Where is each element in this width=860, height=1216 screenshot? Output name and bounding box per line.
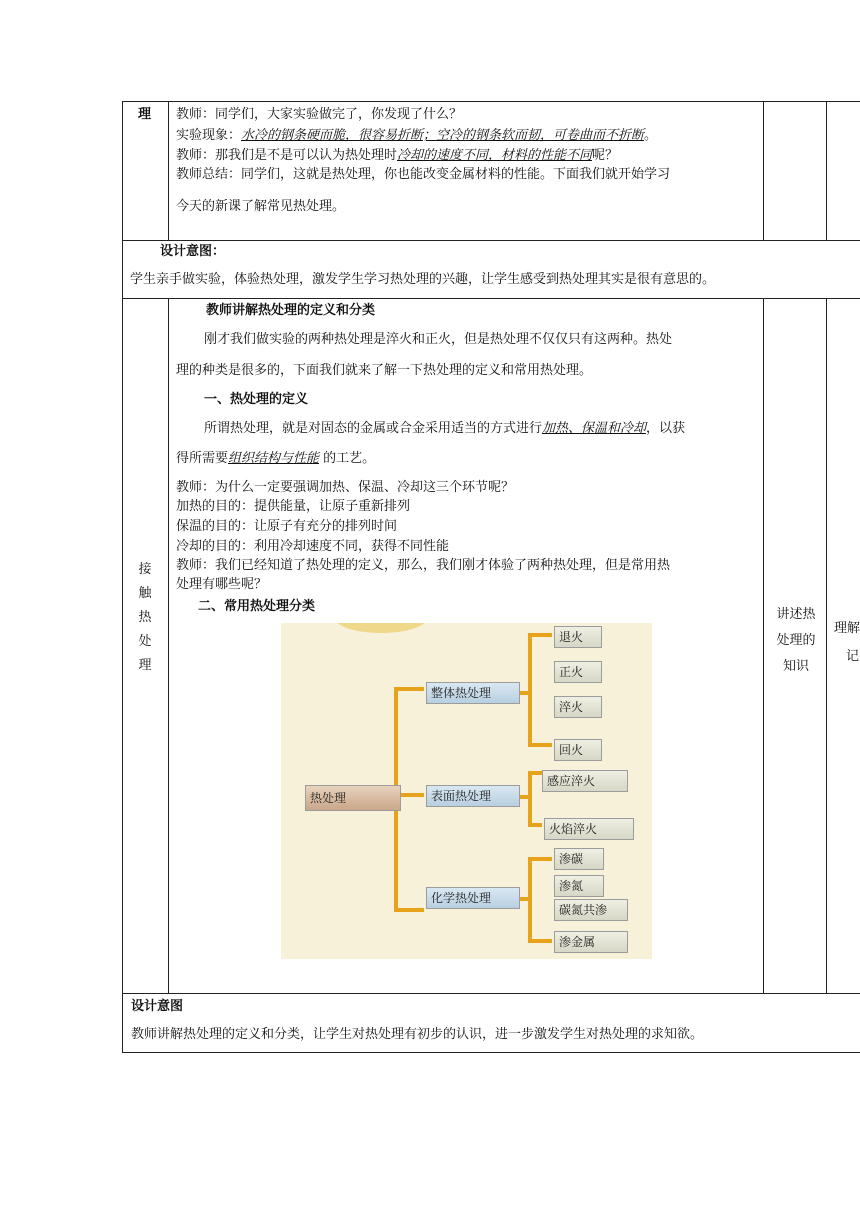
paragraph-line: 教师：我们已经知道了热处理的定义，那么，我们刚才体验了两种热处理，但是常用热	[176, 558, 671, 573]
bracket-line	[394, 687, 424, 691]
col-divider	[763, 101, 764, 241]
node-annealing: 退火	[554, 626, 602, 648]
node-carburizing: 渗碳	[554, 848, 604, 870]
bracket-line	[528, 771, 542, 775]
paragraph-line: 处理有哪些呢？	[176, 577, 268, 592]
node-nitriding: 渗氮	[554, 875, 604, 897]
bracket-line	[528, 823, 542, 827]
row1-line: 教师：那我们是不是可以认为热处理时冷却的速度不同，材料的性能不同呢？	[176, 148, 619, 163]
bracket-line	[528, 857, 532, 943]
design-intent-heading: 设计意图：	[160, 244, 226, 259]
col-divider	[168, 101, 169, 241]
node-tempering: 回火	[554, 739, 602, 761]
col-divider	[763, 298, 764, 994]
node-induction-quenching: 感应淬火	[542, 770, 628, 792]
row1-line: 今天的新课了解常见热处理。	[176, 199, 346, 214]
row1-stage-label: 理	[138, 107, 152, 122]
design-intent-heading: 设计意图	[131, 999, 184, 1014]
design-intent-text: 学生亲手做实验，体验热处理，激发学生学习热处理的兴趣，让学生感受到热处理其实是很有意思的。	[130, 272, 716, 287]
col-divider	[826, 298, 827, 994]
paragraph-line: 教师：为什么一定要强调加热、保温、冷却这三个环节呢？	[176, 480, 515, 495]
table-bottom-border	[122, 1052, 860, 1053]
node-metallizing: 渗金属	[554, 931, 628, 953]
node-surface-treatment: 表面热处理	[426, 785, 520, 807]
section-heading: 教师讲解热处理的定义和分类	[206, 303, 376, 318]
node-normalizing: 正火	[554, 661, 602, 683]
row1-line: 教师：同学们，大家实验做完了，你发现了什么？	[176, 107, 463, 122]
paragraph-line: 加热的目的：提供能量，让原子重新排列	[176, 499, 411, 514]
subsection-title: 一、热处理的定义	[204, 392, 309, 407]
decorative-shape	[336, 623, 426, 633]
bracket-line	[528, 771, 532, 827]
node-chemical-treatment: 化学热处理	[426, 887, 520, 909]
node-whole-treatment: 整体热处理	[426, 682, 520, 704]
teacher-activity-cell: 讲述热 处理的 知识	[776, 607, 816, 674]
paragraph-line: 理的种类是很多的，下面我们就来了解一下热处理的定义和常用热处理。	[176, 363, 593, 378]
paragraph-line: 冷却的目的：利用冷却速度不同，获得不同性能	[176, 539, 450, 554]
paragraph-line: 刚才我们做实验的两种热处理是淬火和正火，但是热处理不仅仅只有这两种。热处	[204, 332, 673, 347]
row-divider	[122, 993, 860, 994]
node-quenching: 淬火	[554, 696, 602, 718]
paragraph-line: 所谓热处理，就是对固态的金属或合金采用适当的方式进行加热、保温和冷却，以获	[204, 421, 686, 436]
paragraph-line: 保温的目的：让原子有充分的排列时间	[176, 519, 398, 534]
bracket-line	[528, 633, 552, 637]
bracket-line	[528, 939, 552, 943]
bracket-line	[528, 857, 552, 861]
table-left-border	[122, 101, 123, 1053]
node-heat-treatment: 热处理	[305, 785, 401, 811]
design-intent-text: 教师讲解热处理的定义和分类，让学生对热处理有初步的认识，进一步激发学生对热处理的求知欲。	[131, 1027, 704, 1042]
row-divider	[122, 240, 860, 241]
node-flame-quenching: 火焰淬火	[544, 818, 634, 840]
student-activity-cell: 理解 记	[834, 621, 860, 664]
col-divider	[826, 101, 827, 241]
row1-line: 实验现象：水冷的钢条硬而脆，很容易折断；空冷的钢条软而韧，可卷曲而不折断。	[176, 128, 658, 143]
bracket-line	[528, 743, 552, 747]
table-top-border	[122, 101, 860, 102]
heat-treatment-classification-diagram	[281, 623, 652, 959]
node-carbonitriding: 碳氮共渗	[554, 899, 628, 921]
paragraph-line: 得所需要组织结构与性能 的工艺。	[176, 451, 376, 466]
row2-stage-label: 接 触 热 处 理	[138, 562, 152, 673]
subsection-title: 二、常用热处理分类	[198, 599, 316, 614]
row-divider	[122, 298, 860, 299]
col-divider	[168, 298, 169, 994]
bracket-line	[528, 633, 532, 747]
bracket-line	[394, 908, 424, 912]
row1-line: 教师总结：同学们，这就是热处理，你也能改变金属材料的性能。下面我们就开始学习	[176, 167, 671, 182]
